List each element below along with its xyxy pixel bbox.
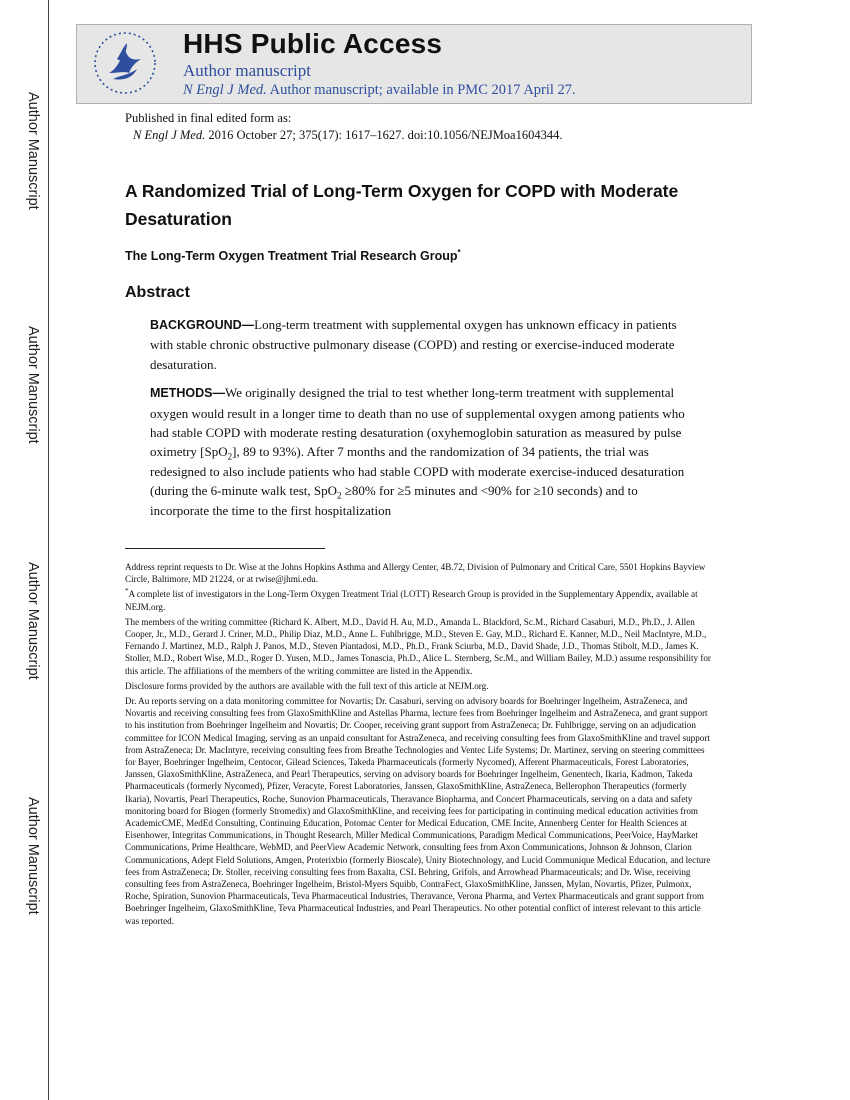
footnote-reprint: Address reprint requests to Dr. Wise at the Johns Hopkins Asthma and Allergy Center, 4B.72, Division of Pulmonary and Critical Care, 5501 Hopkins Bayview Circle, Baltimore, MD 21224, or at rwise@jhmi.edu.	[125, 562, 706, 585]
hhs-eagle-logo-icon	[91, 29, 159, 97]
footnote-investigators: *A complete list of investigators in the Long-Term Oxygen Treatment Trial (LOTT) Research Group is provided in the Supplementary Appendix, available at NEJM.org.	[125, 587, 698, 612]
hhs-subtitle: Author manuscript	[183, 61, 311, 80]
abstract-methods: METHODS—We originally designed the trial to test whether long-term treatment with supplemental oxygen would result in a longer time to death than no use of supplemental oxygen among patients who had stable COPD with moderate resting desaturation (oxyhemoglobin saturation as measured by pulse oximetry [SpO$_2$], 89 to 93%). After 7 months and the randomization of 34 patients, the trial was redesigned to also include patients who had stable COPD with moderate exercise-induced desaturation (during the 6-minute walk test, SpO$_2$ ≥80% for ≥5 minutes and <90% for ≥10 seconds) and to incorporate the time to the first hospitalization	[150, 385, 685, 518]
article-title: A Randomized Trial of Long-Term Oxygen for COPD with Moderate Desaturation	[125, 181, 679, 229]
hhs-availability: N Engl J Med. Author manuscript; available in PMC 2017 April 27.	[183, 82, 576, 98]
footnote-conflicts: Dr. Au reports serving on a data monitoring committee for Novartis; Dr. Casaburi, serving on advisory boards for Boehringer Ingelheim, AstraZeneca, and Novartis and receiving consulting fees from GlaxoSmithKline and Astellas Pharma, lecture fees from Boehringer Ingelheim and AstraZeneca, and grant support to his institution from Boehringer Ingelheim and Novartis; Dr. Cooper, receiving grant support from AstraZeneca; Dr. Fuhlbrigge, serving on an adjudication committee for ICON Medical Imaging, serving as an unpaid consultant for AstraZeneca, and receiving consulting fees from GlaxoSmithKline and travel support from AstraZeneca; Dr. MacIntyre, receiving consulting fees from Breathe Technologies and Ventec Life Systems; Dr. Martinez, serving on steering committees for Bayer, Boehringer Ingelheim, Centocor, Gilead Sciences, Takeda Pharmaceuticals (formerly Nycomed), Afferent Pharmaceuticals, Forest Laboratories, Janssen, GlaxoSmithKline, AstraZeneca, and Pearl Therapeutics, serving on advisory boards for Boehringer Ingelheim, Genentech, Ikaria, Kadmon, Takeda Pharmaceuticals (formerly Nycomed), Pfizer, Veracyte, Forest Laboratories, Janssen, GlaxoSmithKline, AstraZeneca, Bellerophon Therapeutics (formerly Ikaria), Novartis, Pearl Therapeutics, Roche, Sunovion Pharmaceuticals, Theravance Biopharma, and Concert Pharmaceuticals, serving on a data and safety monitoring board for Biogen (formerly Stromedix) and GlaxoSmithKline, and receiving fees for participating in continuing medical education activities from AcademicCME, MedEd Consulting, Continuing Education, Potomac Center for Medical Education, CME Incite, Annenberg Center for Health Sciences at Eisenhower, Integritas Communications, in Thought Research, Miller Medical Communications, Paradigm Medical Communications, PeerVoice, HayMarket Communications, Prime Healthcare, WebMD, and PeerView Academic Network, consulting fees from Axon Communications, Johnson & Johnson, Clarion Communications, Adept Field Solutions, Amgen, Proterixbio (formerly Bioscale), Unity Biotechnology, and Lucid Communique Medical Education, and lecture fees from AstraZeneca; Dr. Stoller, receiving consulting fees from Baxalta, CSL Behring, Grifols, and Arrowhead Pharmaceuticals; and Dr. Wise, receiving consulting fees from AstraZeneca, Boehringer Ingelheim, Bristol-Myers Squibb, ContraFect, GlaxoSmithKline, Janssen, Mylan, Novartis, Pfizer, Pulmonx, Roche, Spiration, Sunovion Pharmaceuticals, Teva Pharmaceutical Industries, Theravance, Verona Pharma, and Vertex Pharmaceuticals and grant support from Boehringer Ingelheim, GlaxoSmithKline, Teva Pharmaceutical Industries, and Pearl Therapeutics. No other potential conflict of interest relevant to this article was reported.	[125, 696, 711, 926]
abstract-background: BACKGROUND—Long-term treatment with supplemental oxygen has unknown efficacy in patients with stable chronic obstructive pulmonary disease (COPD) and resting or exercise-induced moderate desaturation.	[150, 317, 677, 372]
article-authors: The Long-Term Oxygen Treatment Trial Research Group*	[125, 248, 461, 264]
hhs-header	[76, 24, 752, 104]
published-citation: N Engl J Med. 2016 October 27; 375(17): 1617–1627. doi:10.1056/NEJMoa1604344.	[133, 128, 563, 142]
footnotes	[125, 561, 713, 930]
footnote-committee: The members of the writing committee (Richard K. Albert, M.D., David H. Au, M.D., Amanda L. Blackford, Sc.M., Richard Casaburi, M.D., Ph.D., J. Allen Cooper, Jr., M.D., Gerard J. Criner, M.D., Philip Diaz, M.D., Anne L. Fuhlbrigge, M.D., Steven E. Gay, M.D., Richard E. Kanner, M.D., Neil MacIntyre, M.D., Fernando J. Martinez, M.D., Ralph J. Panos, M.D., Steven Piantadosi, M.D., Ph.D., Frank Sciurba, M.D., David Shade, J.D., Thomas Stibolt, M.D., James K. Stoller, M.D., Robert Wise, M.D., Roger D. Yusen, M.D., James Tonascia, Ph.D., Alice L. Sternberg, Sc.M., and William Bailey, M.D.) assume responsibility for this article. The affiliations of the members of the writing committee are listed in the Appendix.	[125, 616, 711, 676]
abstract-body	[150, 315, 690, 529]
published-label: Published in final edited form as:	[125, 111, 292, 125]
hhs-title: HHS Public Access	[183, 28, 443, 59]
footnote-rule	[125, 548, 325, 549]
published-info	[125, 110, 562, 144]
side-rail	[48, 0, 49, 1100]
footnote-disclosure: Disclosure forms provided by the authors are available with the full text of this article at NEJM.org.	[125, 680, 489, 691]
abstract-heading: Abstract	[125, 284, 190, 301]
